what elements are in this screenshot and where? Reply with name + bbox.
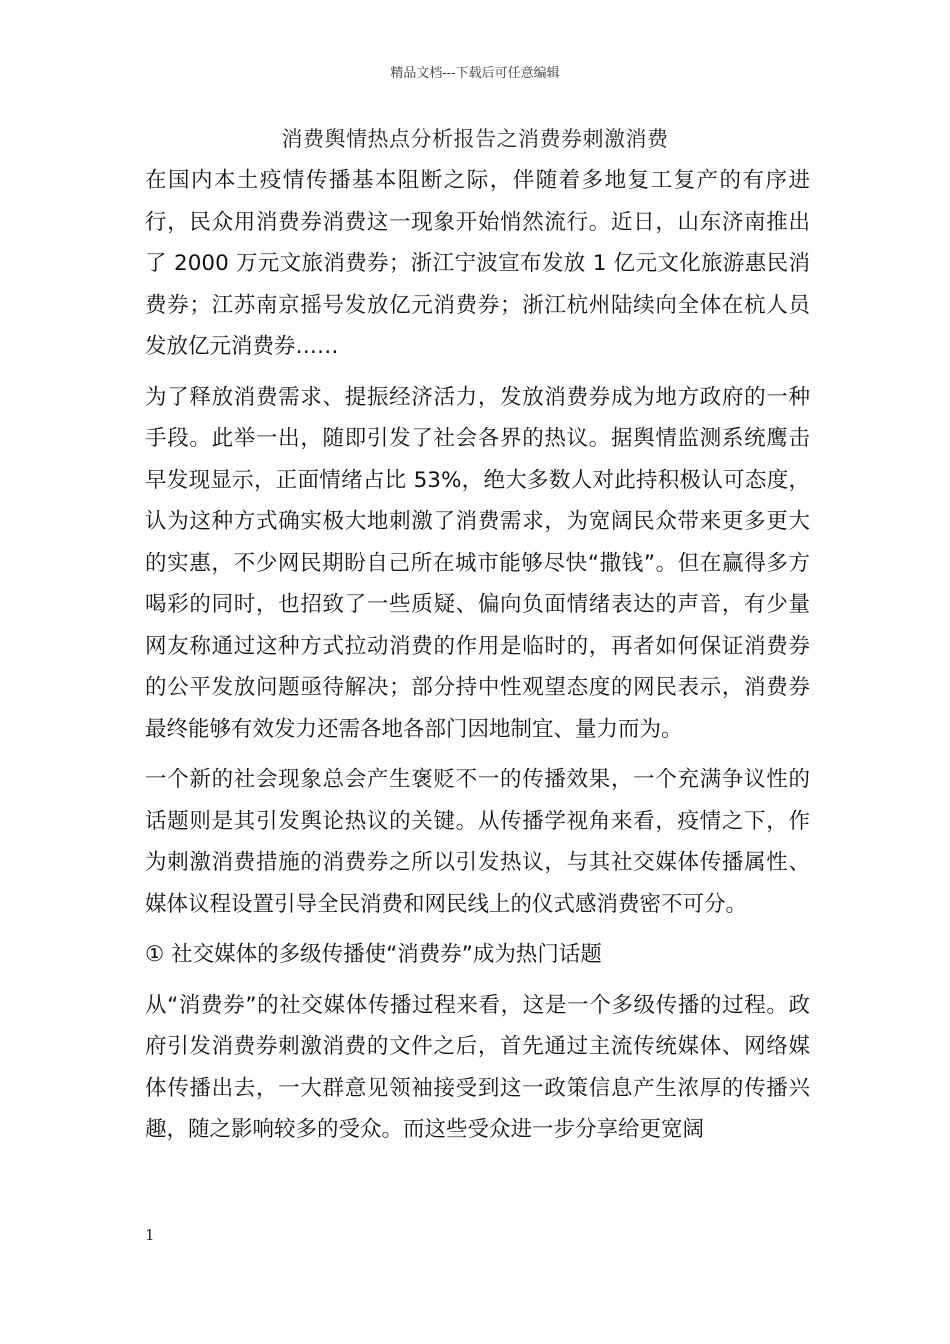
paragraph-intro: 在国内本土疫情传播基本阻断之际，伴随着多地复工复产的有序进行，民众用消费券消费这一现象开始悄然流行。近日，山东济南推出了 2000 万元文旅消费券；浙江宁波宣布发放 1 亿元文化旅游惠民消费券；江苏南京摇号发放亿元消费券；浙江杭州陆续向全体在杭人员发放亿元消费券…… [145, 168, 810, 359]
paragraph-public-opinion: 为了释放消费需求、提振经济活力，发放消费券成为地方政府的一种手段。此举一出，随即引发了社会各界的热议。据舆情监测系统鹰击早发现显示，正面情绪占比 53%，绝大多数人对此持积极认可态度，认为这种方式确实极大地刺激了消费需求，为宽阔民众带来更多更大的实惠，不少网民期盼自己所在城市能够尽快“撒钱”。但在赢得多方喝彩的同时，也招致了一些质疑、偏向负面情绪表达的声音，有少量网友称通过这种方式拉动消费的作用是临时的，再者如何保证消费券的公平发放问题亟待解决；部分持中性观望态度的网民表示，消费券最终能够有效发力还需各地各部门因地制宜、量力而为。 [145, 384, 810, 742]
section-heading-social-media: ① 社交媒体的多级传播使“消费券”成为热门话题 [145, 942, 602, 967]
page-number: 1 [145, 1226, 155, 1244]
document-body [145, 160, 810, 1151]
paragraph-multilevel-spread: 从“消费券”的社交媒体传播过程来看，这是一个多级传播的过程。政府引发消费券刺激消费的文件之后，首先通过主流传统媒体、网络媒体传播出去，一大群意见领袖接受到这一政策信息产生浓厚的传播兴趣，随之影响较多的受众。而这些受众进一步分享给更宽阔 [145, 992, 810, 1142]
document-title: 消费舆情热点分析报告之消费券刺激消费 [281, 127, 669, 151]
paragraph-communication-analysis: 一个新的社会现象总会产生褒贬不一的传播效果，一个充满争议性的话题则是其引发舆论热议的关键。从传播学视角来看，疫情之下，作为刺激消费措施的消费券之所以引发热议，与其社交媒体传播属性、媒体议程设置引导全民消费和网民线上的仪式感消费密不可分。 [145, 767, 810, 917]
header-note: 精品文档---下载后可任意编辑 [390, 66, 560, 81]
